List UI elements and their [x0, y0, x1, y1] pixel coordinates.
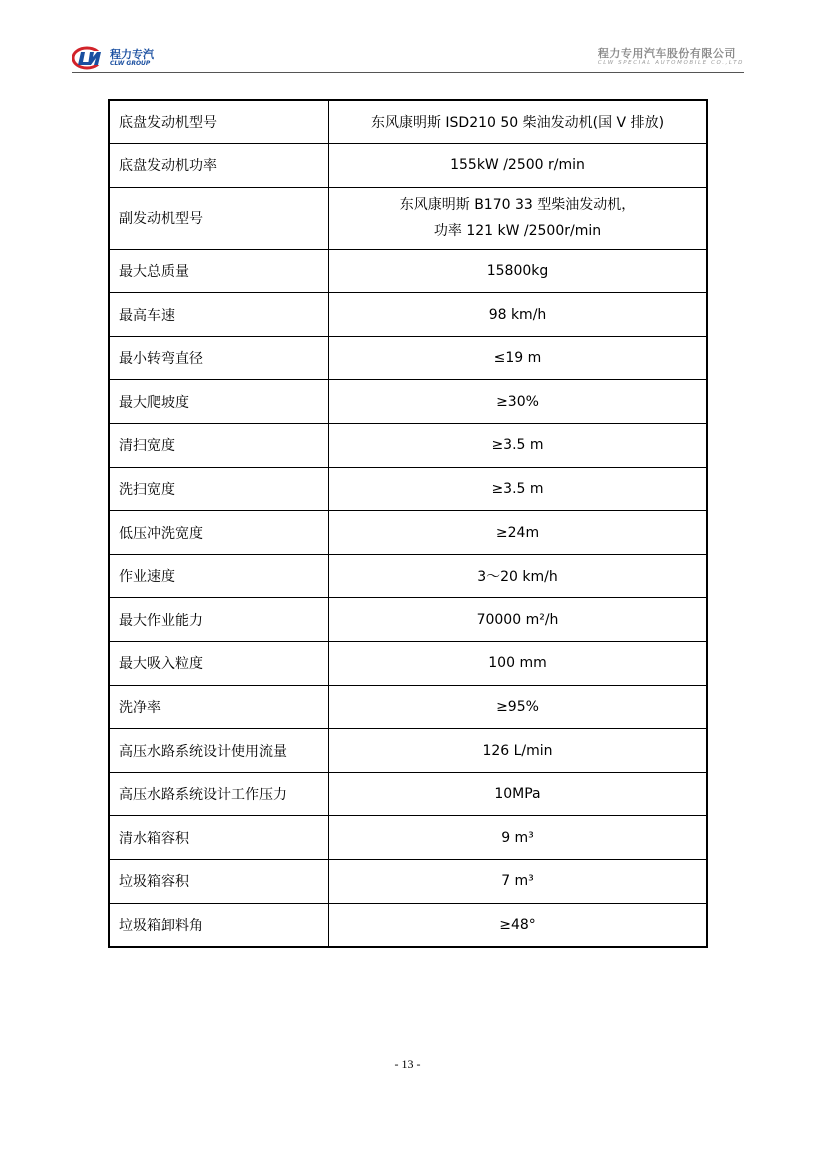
- clw-logo-icon: [72, 46, 106, 70]
- spec-value: 98 km/h: [329, 293, 708, 337]
- spec-value: 10MPa: [329, 772, 708, 816]
- spec-label: 低压冲洗宽度: [109, 511, 329, 555]
- logo-chinese-name: 程力专汽: [110, 48, 154, 61]
- spec-value: ≥24m: [329, 511, 708, 555]
- spec-table: [108, 99, 708, 948]
- spec-label: 最大爬坡度: [109, 380, 329, 424]
- spec-label: 最大吸入粒度: [109, 642, 329, 686]
- spec-label: 作业速度: [109, 554, 329, 598]
- spec-value: ≥48°: [329, 903, 708, 947]
- spec-value: 15800kg: [329, 249, 708, 293]
- company-name-block: [598, 48, 744, 67]
- spec-value: 东风康明斯 ISD210 50 柴油发动机(国 V 排放): [329, 100, 708, 144]
- company-name-chinese: 程力专用汽车股份有限公司: [597, 47, 736, 60]
- spec-label: 最大作业能力: [109, 598, 329, 642]
- spec-value: 70000 m²/h: [329, 598, 708, 642]
- spec-label: 最小转弯直径: [109, 336, 329, 380]
- spec-value: ≥95%: [329, 685, 708, 729]
- page-header: [72, 40, 744, 72]
- table-row: [109, 903, 707, 947]
- spec-label: 最高车速: [109, 293, 329, 337]
- spec-value: 9 m³: [329, 816, 708, 860]
- spec-value-line: 东风康明斯 B170 33 型柴油发动机，: [399, 197, 636, 214]
- spec-label: 高压水路系统设计工作压力: [109, 772, 329, 816]
- spec-label: 垃圾箱容积: [109, 860, 329, 904]
- spec-label: 清水箱容积: [109, 816, 329, 860]
- table-row: [109, 554, 707, 598]
- spec-value: [329, 187, 708, 249]
- spec-value: ≥3.5 m: [329, 467, 708, 511]
- table-row: [109, 511, 707, 555]
- spec-value: ≥3.5 m: [329, 424, 708, 468]
- spec-value-line: 功率 121 kW /2500r/min: [433, 223, 602, 240]
- header-divider: [72, 72, 744, 73]
- spec-value: 100 mm: [329, 642, 708, 686]
- spec-label: 清扫宽度: [109, 424, 329, 468]
- spec-value: 155kW /2500 r/min: [329, 144, 708, 188]
- table-row: [109, 293, 707, 337]
- table-row: [109, 467, 707, 511]
- page-number: - 13 -: [394, 1057, 421, 1071]
- table-row: [109, 642, 707, 686]
- spec-label: 底盘发动机功率: [109, 144, 329, 188]
- spec-label: 最大总质量: [109, 249, 329, 293]
- spec-value: 126 L/min: [329, 729, 708, 773]
- table-row: [109, 187, 707, 249]
- table-row: [109, 685, 707, 729]
- table-row: [109, 249, 707, 293]
- table-row: [109, 598, 707, 642]
- table-row: [109, 336, 707, 380]
- table-row: [109, 100, 707, 144]
- table-row: [109, 772, 707, 816]
- spec-label: 副发动机型号: [109, 187, 329, 249]
- spec-label: 洗净率: [109, 685, 329, 729]
- table-row: [109, 424, 707, 468]
- spec-label: 高压水路系统设计使用流量: [109, 729, 329, 773]
- spec-value: 3～20 km/h: [329, 554, 708, 598]
- spec-value: 7 m³: [329, 860, 708, 904]
- company-logo: [72, 44, 154, 72]
- spec-label: 底盘发动机型号: [109, 100, 329, 144]
- company-name-english: CLW SPECIAL AUTOMOBILE CO.,LTD: [597, 60, 744, 66]
- spec-label: 洗扫宽度: [109, 467, 329, 511]
- table-row: [109, 380, 707, 424]
- table-row: [109, 729, 707, 773]
- table-row: [109, 144, 707, 188]
- table-row: [109, 860, 707, 904]
- spec-value: ≤19 m: [329, 336, 708, 380]
- spec-label: 垃圾箱卸料角: [109, 903, 329, 947]
- table-row: [109, 816, 707, 860]
- logo-english-name: CLW GROUP: [110, 60, 151, 67]
- spec-value: ≥30%: [329, 380, 708, 424]
